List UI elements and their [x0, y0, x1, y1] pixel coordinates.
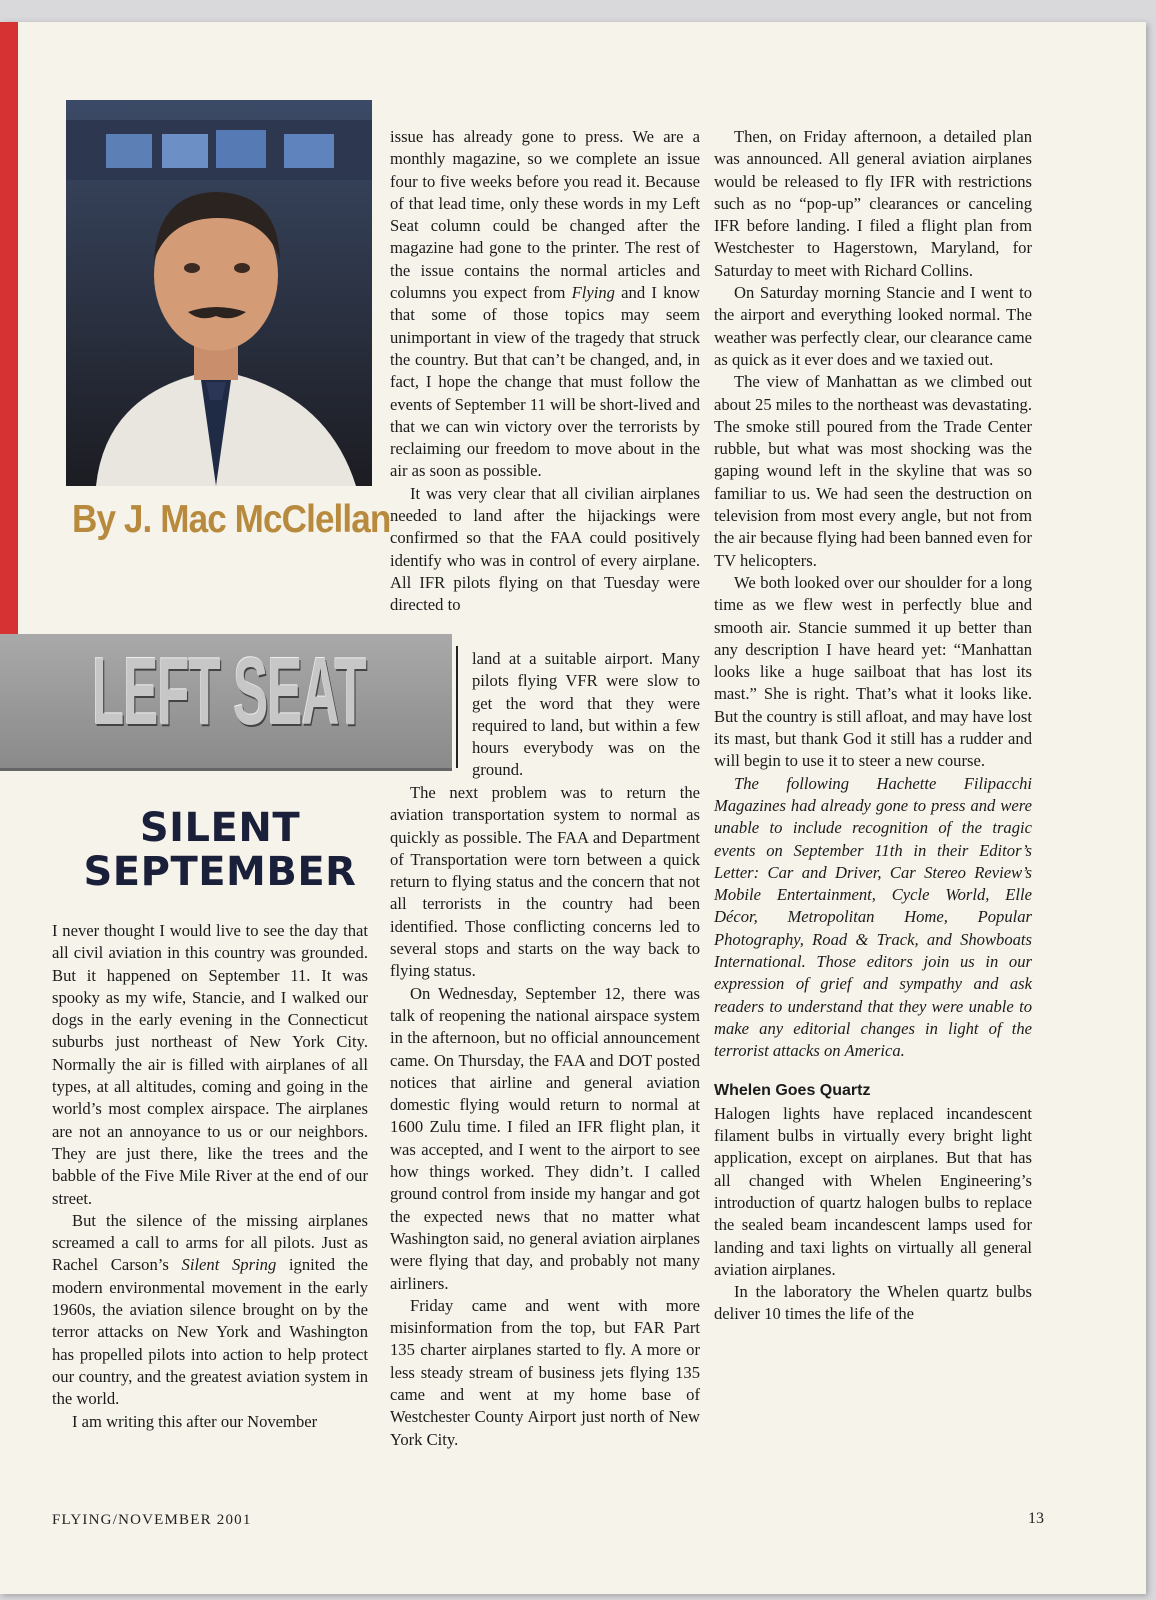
- paragraph: But the silence of the missing airplanes screamed a call to arms for all pilots. Just as Rachel Carson’s Silent Spring ignited the modern environmental movement in the early 1960s, the aviation silence brought on by the terror attacks on New York and Washington has propelled pilots into action to help protect our country, and the greatest aviation system in the world.: [52, 1210, 368, 1409]
- banner-rule: [456, 646, 458, 768]
- column-2-wrap: [472, 648, 700, 782]
- headline-line-1: SILENT: [139, 805, 301, 851]
- paragraph: The view of Manhattan as we climbed out about 25 miles to the northeast was devastating. The smoke still poured from the Trade Center rubble, but what was most shocking was the gaping wound left in the skyline that was so familiar to us. We had seen the destruction on television from most every angle, but not from the air because flying had been banned even for TV helicopters.: [714, 372, 1032, 570]
- paragraph: Halogen lights have replaced incandescent filament bulbs in virtually every bright light application, except on airplanes. But that has all changed with Whelen Engineering’s introduction of quartz halogen bulbs to replace the sealed beam incandescent lamps used for landing and taxi lights on virtually all general aviation airplanes.: [714, 1103, 1032, 1279]
- column-banner: [0, 634, 452, 771]
- paragraph: We both looked over our shoulder for a long time as we flew west in perfectly blue and smooth air. Stancie summed it up better than any description I have heard yet: “Manhattan looks like a huge sailboat that has lost its mast.” She is right. That’s what it looks like. But the country is still afloat, and may have lost its mast, but thank God it still has a rudder and will begin to use it to steer a new course.: [714, 572, 1032, 771]
- paragraph: land at a suitable airport. Many pilots flying VFR were slow to get the word that they were required to land, but within a few hours everybody was on the ground.: [472, 649, 700, 780]
- paragraph: The next problem was to return the aviation transportation system to normal as quickly as possible. The FAA and Department of Transportation were torn between a quick return to flying status and the concern that not all terrorists in the country had been identified. Those conflicting concerns led to several stops and starts on the way back to flying status.: [390, 783, 700, 981]
- editors-note: The following Hachette Filipacchi Magazines had already gone to press and were unable to include recognition of the tragic events on September 11th in their Editor’s Letter: Car and Driver, Car Stereo Review’s Mobile Entertainment, Cycle World, Elle Décor, Metropolitan Home, Popular Photography, Road & Track, and Showboats International. Those editors join us in our expression of grief and sympathy and ask readers to understand that they were unable to make any editorial changes in light of the terrorist attacks on America.: [714, 773, 1032, 1061]
- article-headline: [70, 806, 370, 894]
- paragraph: On Saturday morning Stancie and I went to the airport and everything looked normal. The weather was perfectly clear, our clearance came as quick as it ever does and we taxied out.: [714, 283, 1032, 369]
- column-3: [714, 126, 1032, 1326]
- column-1: [52, 920, 368, 1433]
- folio-publication: FLYING/NOVEMBER 2001: [52, 1512, 252, 1528]
- paragraph: In the laboratory the Whelen quartz bulbs deliver 10 times the life of the: [714, 1282, 1032, 1324]
- paragraph: On Wednesday, September 12, there was talk of reopening the national airspace system in the afternoon, but no official announcement came. On Thursday, the FAA and DOT posted notices that airline and general aviation domestic flying would return to normal at 1600 Zulu time. I filed an IFR flight plan, it was accepted, and I went to the airport to see how things worked. They didn’t. I called ground control from inside my hangar and got the expected news that no matter what Washington said, no general aviation airplanes were flying that day, and probably not many airliners.: [390, 983, 700, 1293]
- byline: By J. Mac McClellan: [72, 498, 391, 541]
- column-2: [390, 126, 700, 617]
- magazine-page: [0, 22, 1146, 1594]
- subhead: Whelen Goes Quartz: [714, 1082, 871, 1100]
- paragraph: Then, on Friday afternoon, a detailed plan was announced. All general aviation airplanes would be released to fly IFR with restrictions such as no “pop-up” clearances or canceling IFR before landing. I filed a flight plan from Westchester to Hagerstown, Maryland, for Saturday to meet with Richard Collins.: [714, 127, 1032, 280]
- author-portrait: [66, 100, 372, 486]
- paragraph: I am writing this after our November: [72, 1411, 318, 1431]
- paragraph: issue has already gone to press. We are a monthly magazine, so we complete an issue four to five weeks before you read it. Because of that lead time, only these words in my Left Seat column could be changed after the magazine had gone to the printer. The rest of the issue contains the normal articles and columns you expect from Flying and I know that some of those topics may seem unimportant in view of the tragedy that struck the country. But that can’t be changed, and, in fact, I hope the change that must follow the events of September 11 will be short-lived and that we can win victory over the terrorists by reclaiming our freedom to move about in the air as soon as possible.: [390, 127, 700, 481]
- column-title: LEFT SEAT: [92, 638, 366, 745]
- column-2-continued: [390, 782, 700, 1451]
- paragraph: I never thought I would live to see the day that all civil aviation in this country was grounded. But it happened on September 11. It was spooky as my wife, Stancie, and I walked our dogs in the early evening in the Connecticut suburbs just northeast of New York City. Normally the air is filled with airplanes of all types, at all altitudes, coming and going in the world’s most complex airspace. The airplanes are not an annoyance to us or our neighbors. They are just there, like the trees and the babble of the Five Mile River at the end of our street.: [52, 921, 368, 1208]
- headline-line-2: SEPTEMBER: [83, 849, 357, 895]
- page-number: 13: [1028, 1510, 1044, 1527]
- paragraph: Friday came and went with more misinformation from the top, but FAR Part 135 charter airplanes started to fly. A more or less steady stream of business jets flying 135 came and went at my home base of Westchester County Airport just north of New York City.: [390, 1295, 700, 1449]
- author-portrait-illustration: [66, 100, 372, 486]
- paragraph: It was very clear that all civilian airplanes needed to land after the hijackings were confirmed so that the FAA could positively identify who was in control of every airplane. All IFR pilots flying on that Tuesday were directed to: [390, 483, 700, 615]
